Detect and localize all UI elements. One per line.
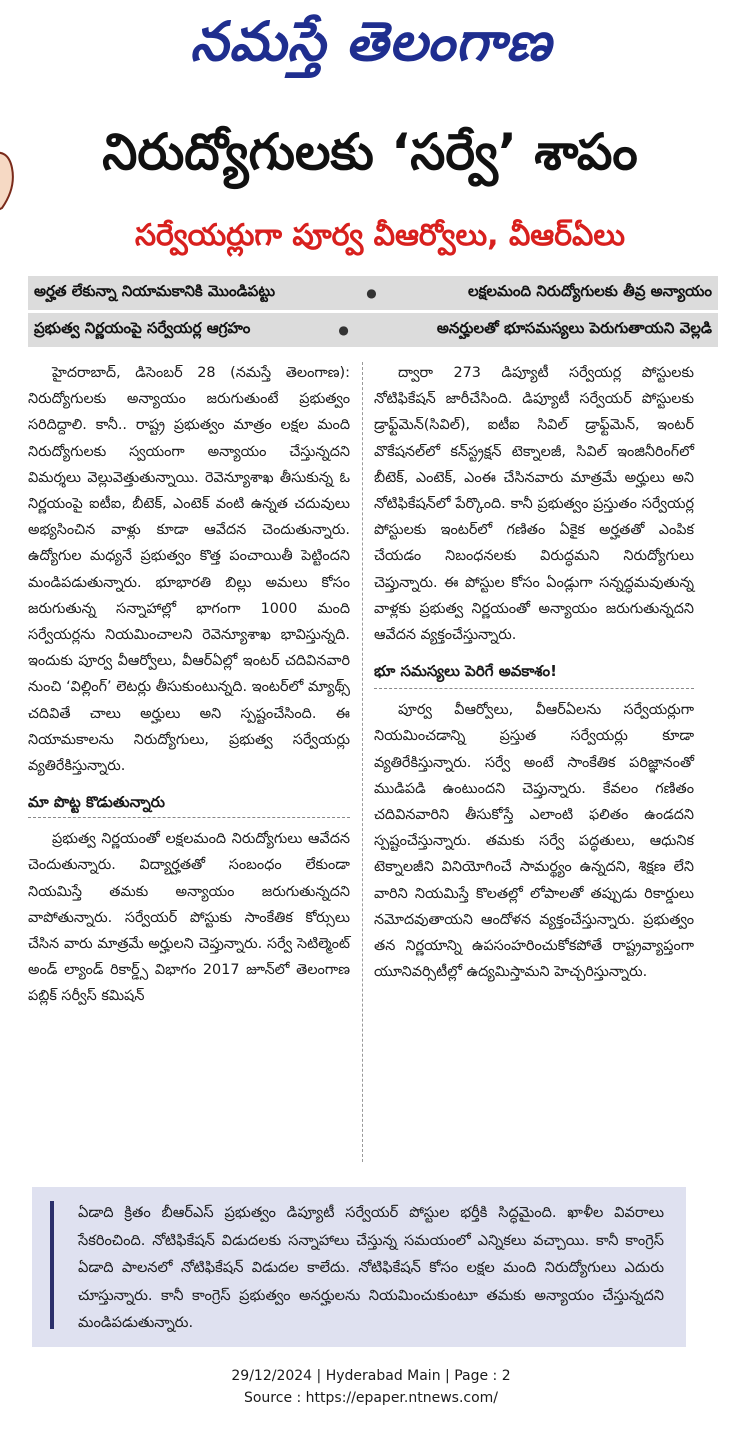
newspaper-logo-title: నమస్తే తెలంగాణ — [190, 9, 552, 73]
section-heading: మా పొట్ట కొడుతున్నారు — [28, 791, 350, 818]
box-text: ఏడాది క్రితం బీఆర్‌ఎస్ ప్రభుత్వం డిప్యూటీ సర్వేయర్ పోస్టుల భర్తీకి సిద్ధమైంది. ఖాళీల వివరాలు సేకరించింది. నోటిఫికేషన్ విడుదలకు సన్నాహాలు చేస్తున్న సమయంలో ఎన్నికలు వచ్చాయి. కానీ కాంగ్రెస్ ఏడాది పాలనలో నోటిఫికేషన్ విడుదల కాలేదు. నోటిఫికేషన్ కోసం లక్షల మంది నిరుద్యోగులు ఎదురు చూస్తున్నారు. కానీ కాంగ్రెస్ ప్రభుత్వం అనర్హులను నియమించుకుంటూ తమకు అన్యాయం చేస్తున్నదని మండిపడుతున్నారు. — [78, 1204, 664, 1331]
highlight-text: ప్రభుత్వ నిర్ణయంపై సర్వేయర్ల ఆగ్రహం — [34, 319, 251, 337]
footer-source-line: Source : https://epaper.ntnews.com/ — [243, 1390, 499, 1406]
subheadline: సర్వేయర్లుగా పూర్వ వీఆర్వోలు, వీఆర్‌ఏలు — [135, 218, 625, 253]
article-paragraph: ప్రభుత్వ నిర్ణయంతో లక్షలమంది నిరుద్యోగులు ఆవేదన చెందుతున్నారు. విద్యార్హతతో సంబంధం లేకుండా నియమిస్తే తమకు అన్యాయం జరుగుతున్నదని వాపోతున్నారు. సర్వేయర్ పోస్టుకు సాంకేతిక కోర్సులు చేసిన వారు మాత్రమే అర్హులని చెప్తున్నారు. సర్వే సెటిల్మెంట్ అండ్ ల్యాండ్ రికార్డ్స్ విభాగం 2017 జూన్‌లో తెలంగాణ పబ్లిక్ సర్వీస్ కమిషన్ — [28, 831, 350, 1005]
highlight-row-2 — [28, 313, 718, 347]
highlight-text: లక్షలమంది నిరుద్యోగులకు తీవ్ర అన్యాయం — [467, 282, 712, 300]
section-heading: భూ సమస్యలు పెరిగే అవకాశం! — [374, 660, 694, 689]
highlight-text: అనర్హులతో భూసమస్యలు పెరుగుతాయని వెల్లడి — [436, 319, 712, 337]
article-paragraph: పూర్వ వీఆర్వోలు, వీఆర్‌ఏలను సర్వేయర్లుగా నియమించడాన్ని ప్రస్తుత సర్వేయర్లు కూడా వ్యతిరేకిస్తున్నారు. సర్వే అంటే సాంకేతిక పరిజ్ఞానంతో ముడిపడి ఉంటుందని చెప్తున్నారు. కేవలం గణితం చదివినవారిని తీసుకోస్తే ఎలాంటి ఫలితం ఉండదని స్పష్టంచేస్తున్నారు. తమకు సర్వే పద్ధతులు, ఆధునిక టెక్నాలజీని వినియోగించే సామర్థ్యం ఉన్నదని, శిక్షణ లేని వారిని నియమిస్తే కొలతల్లో లోపాలతో తప్పుడు రికార్డులు నమోదవుతాయని ఆందోళన వ్యక్తంచేస్తున్నారు. ప్రభుత్వం తన నిర్ణయాన్ని ఉపసంహరించుకోకపోతే రాష్ట్రవ్యాప్తంగా యూనివర్సిటీల్లో ఉద్యమిస్తామని హెచ్చరిస్తున్నారు. — [374, 702, 694, 981]
article-paragraph: ద్వారా 273 డిప్యూటీ సర్వేయర్ల పోస్టులకు నోటిఫికేషన్ జారీచేసింది. డిప్యూటీ సర్వేయర్ పోస్టులకు డ్రాఫ్ట్‌మెన్(సివిల్), ఐటీఐ సివిల్ డ్రాఫ్ట్‌మెన్, ఇంటర్ వొకేషనల్‌లో కన్‌స్ట్రక్షన్ టెక్నాలజీ, సివిల్ ఇంజినీరింగ్‌లో బీటెక్, ఎంటెక్, ఎంఈ చేసినవారు మాత్రమే అర్హులు అని నోటిఫికేషన్‌లో పేర్కొంది. కానీ ప్రభుత్వం ప్రస్తుతం సర్వేయర్ల పోస్టులకు ఇంటర్‌లో గణితం ఏకైక అర్హతతో ఎంపిక చేయడం నిబంధనలకు విరుద్ధమని నిరుద్యోగులు చెప్తున్నారు. ఈ పోస్టుల కోసం ఏండ్లుగా సన్నద్ధమవుతున్న వాళ్లకు ప్రభుత్వ నిర్ణయంతో అన్యాయం జరుగుతున్నదని ఆవేదన వ్యక్తంచేస్తున్నారు. — [374, 365, 694, 644]
bullet-icon: ● — [366, 286, 377, 300]
bullet-icon: ● — [338, 323, 349, 337]
article-paragraph: హైదరాబాద్, డిసెంబర్ 28 (నమస్తే తెలంగాణ): నిరుద్యోగులకు అన్యాయం జరుగుతుంటే ప్రభుత్వం సరిదిద్దాలి. కానీ.. రాష్ట్ర ప్రభుత్వం మాత్రం లక్షల మంది నిరుద్యోగులకు స్వయంగా అన్యాయం చేస్తున్నదని విమర్శలు వెల్లువెత్తుతున్నాయి. రెవెన్యూశాఖ తీసుకున్న ఓ నిర్ణయంపై ఐటీఐ, బీటెక్, ఎంటెక్ వంటి ఉన్నత చదువులు అభ్యసించిన వాళ్లు కూడా ఆవేదన చెందుతున్నారు. ఉద్యోగుల మధ్యనే ప్రభుత్వం కొత్త పంచాయితీ పెట్టిందని మండిపడుతున్నారు. భూభారతి బిల్లు అమలు కోసం జరుగుతున్న సన్నాహాల్లో భాగంగా 1000 మంది సర్వేయర్లను నియమించాలని రెవెన్యూశాఖ భావిస్తున్నది. ఇందుకు పూర్వ వీఆర్వోలు, వీఆర్‌ఏల్లో ఇంటర్ చదివినవారి నుంచి ‘విల్లింగ్’ లెటర్లు తీసుకుంటున్నది. ఇంటర్‌లో మ్యాథ్స్ చదివితే చాలు అర్హులు అని స్పష్టంచేసింది. ఈ నియామకాలను నిరుద్యోగులు, ప్రభుత్వ సర్వేయర్లు వ్యతిరేకిస్తున్నారు. — [28, 365, 350, 775]
column-divider — [362, 362, 363, 1162]
footer-date-line: 29/12/2024 | Hyderabad Main | Page : 2 — [231, 1368, 511, 1384]
highlight-text: అర్హత లేకున్నా నియామకానికి మొండిపట్టు — [34, 282, 276, 300]
cartoon-fragment-icon — [0, 148, 20, 218]
article-left-column — [28, 360, 350, 1010]
headline: నిరుద్యోగులకు ‘సర్వే’ శాపం — [102, 122, 638, 181]
highlight-row-1 — [28, 276, 718, 310]
masthead — [0, 8, 742, 88]
box-accent-bar — [50, 1201, 54, 1329]
highlight-box — [32, 1187, 686, 1347]
article-right-column — [374, 360, 694, 985]
